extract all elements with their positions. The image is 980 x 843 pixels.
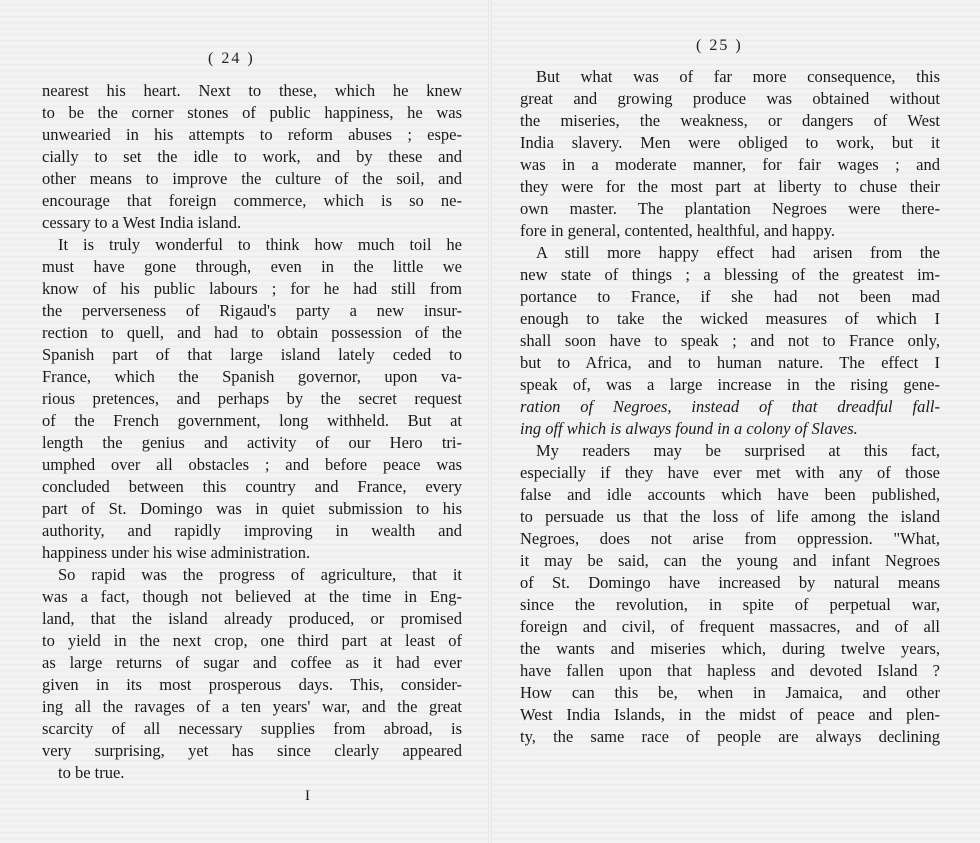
text-line: So rapid was the progress of agriculture, that it bbox=[58, 565, 462, 584]
text-line: portance to France, if she had not been mad bbox=[520, 287, 940, 306]
text-line: India slavery. Men were obliged to work, but it bbox=[520, 133, 940, 152]
text-line: nearest his heart. Next to these, which he knew bbox=[42, 81, 462, 100]
text-line: scarcity of all necessary supplies from abroad, is bbox=[42, 719, 462, 738]
text-line: to persuade us that the loss of life among the island bbox=[520, 507, 940, 526]
text-line: false and idle accounts which have been published, bbox=[520, 485, 940, 504]
text-line: A still more happy effect had arisen from the bbox=[536, 243, 940, 262]
text-line: was a fact, though not believed at the time in Eng- bbox=[42, 587, 462, 606]
text-line: to be the corner stones of public happiness, he was bbox=[42, 103, 462, 122]
text-line: given in its most prosperous days. This, consider- bbox=[42, 675, 462, 694]
text-line: other means to improve the culture of the soil, and bbox=[42, 169, 462, 188]
page-number: ( 24 ) bbox=[208, 50, 255, 67]
text-line: cessary to a West India island. bbox=[42, 213, 242, 232]
text-line: they were for the most part at liberty to chuse their bbox=[520, 177, 940, 196]
text-line: of the French government, long withheld. But at bbox=[42, 411, 462, 430]
text-line: ration of Negroes, instead of that dreadful fall- bbox=[520, 397, 940, 416]
text-line: enough to take the wicked measures of which I bbox=[520, 309, 940, 328]
text-line: was in a moderate manner, for fair wages ; and bbox=[520, 155, 940, 174]
text-line: very surprising, yet has since clearly appeared bbox=[42, 741, 462, 760]
text-line: since the revolution, in spite of perpetual war, bbox=[520, 595, 940, 614]
text-line: but to Africa, and to human nature. The effect I bbox=[520, 353, 940, 372]
text-line: encourage that foreign commerce, which is so ne- bbox=[42, 191, 462, 210]
text-line: of St. Domingo have increased by natural means bbox=[520, 573, 940, 592]
text-line: length the genius and activity of our Hero tri- bbox=[42, 433, 462, 452]
text-line: authority, and rapidly improving in wealth and bbox=[42, 521, 462, 540]
text-line: My readers may be surprised at this fact, bbox=[536, 441, 940, 460]
text-line: speak of, was a large increase in the rising gene- bbox=[520, 375, 940, 394]
right-page bbox=[490, 0, 980, 843]
text-line: have fallen upon that hapless and devoted Island ? bbox=[520, 661, 940, 680]
text-line: cially to set the idle to work, and by these and bbox=[42, 147, 462, 166]
text-line: It is truly wonderful to think how much toil he bbox=[58, 235, 462, 254]
text-line: land, that the island already produced, or promised bbox=[42, 609, 462, 628]
text-line: happiness under his wise administration. bbox=[42, 543, 311, 562]
text-line: great and growing produce was obtained without bbox=[520, 89, 940, 108]
text-line: fore in general, contented, healthful, and happy. bbox=[520, 221, 836, 240]
text-line: own master. The plantation Negroes were there- bbox=[520, 199, 940, 218]
page-body bbox=[42, 80, 462, 784]
text-line: Spanish part of that large island lately ceded to bbox=[42, 345, 462, 364]
text-line: Negroes, does not arise from oppression. "What, bbox=[520, 529, 940, 548]
text-line: the wants and miseries which, during twelve years, bbox=[520, 639, 940, 658]
text-line: as large returns of sugar and coffee as it had ever bbox=[42, 653, 462, 672]
text-line: especially if they have ever met with any of those bbox=[520, 463, 940, 482]
text-line: West India Islands, in the midst of peace and plen- bbox=[520, 705, 940, 724]
text-line: part of St. Domingo was in quiet submission to his bbox=[42, 499, 462, 518]
text-line: ing off which is always found in a colony of Slaves. bbox=[520, 419, 858, 438]
text-line: it may be said, can the young and infant Negroes bbox=[520, 551, 940, 570]
text-line: to yield in the next crop, one third part at least of bbox=[42, 631, 462, 650]
text-line: umphed over all obstacles ; and before peace was bbox=[42, 455, 462, 474]
page-number: ( 25 ) bbox=[696, 37, 743, 54]
text-line: rection to quell, and had to obtain possession of the bbox=[42, 323, 462, 342]
text-line: ing all the ravages of a ten years' war, and the great bbox=[42, 697, 462, 716]
page-body bbox=[520, 66, 940, 748]
text-line: How can this be, when in Jamaica, and other bbox=[520, 683, 940, 702]
text-line: concluded between this country and France, every bbox=[42, 477, 462, 496]
text-line: know of his public labours ; for he had still from bbox=[42, 279, 462, 298]
text-line: foreign and civil, of frequent massacres, and of all bbox=[520, 617, 940, 636]
text-line: But what was of far more consequence, this bbox=[536, 67, 940, 86]
text-line: France, which the Spanish governor, upon va- bbox=[42, 367, 462, 386]
text-line: ty, the same race of people are always declining bbox=[520, 727, 940, 746]
text-line: the perverseness of Rigaud's party a new insur- bbox=[42, 301, 462, 320]
text-line: must have gone through, even in the little we bbox=[42, 257, 462, 276]
text-line: unwearied in his attempts to reform abuses ; espe- bbox=[42, 125, 462, 144]
text-line: shall soon have to speak ; and not to France only, bbox=[520, 331, 940, 350]
text-line: to be true. bbox=[58, 763, 125, 782]
signature-mark: I bbox=[305, 788, 310, 804]
text-line: rious pretences, and perhaps by the secret request bbox=[42, 389, 462, 408]
text-line: the miseries, the weakness, or dangers of West bbox=[520, 111, 940, 130]
text-line: new state of things ; a blessing of the greatest im- bbox=[520, 265, 940, 284]
